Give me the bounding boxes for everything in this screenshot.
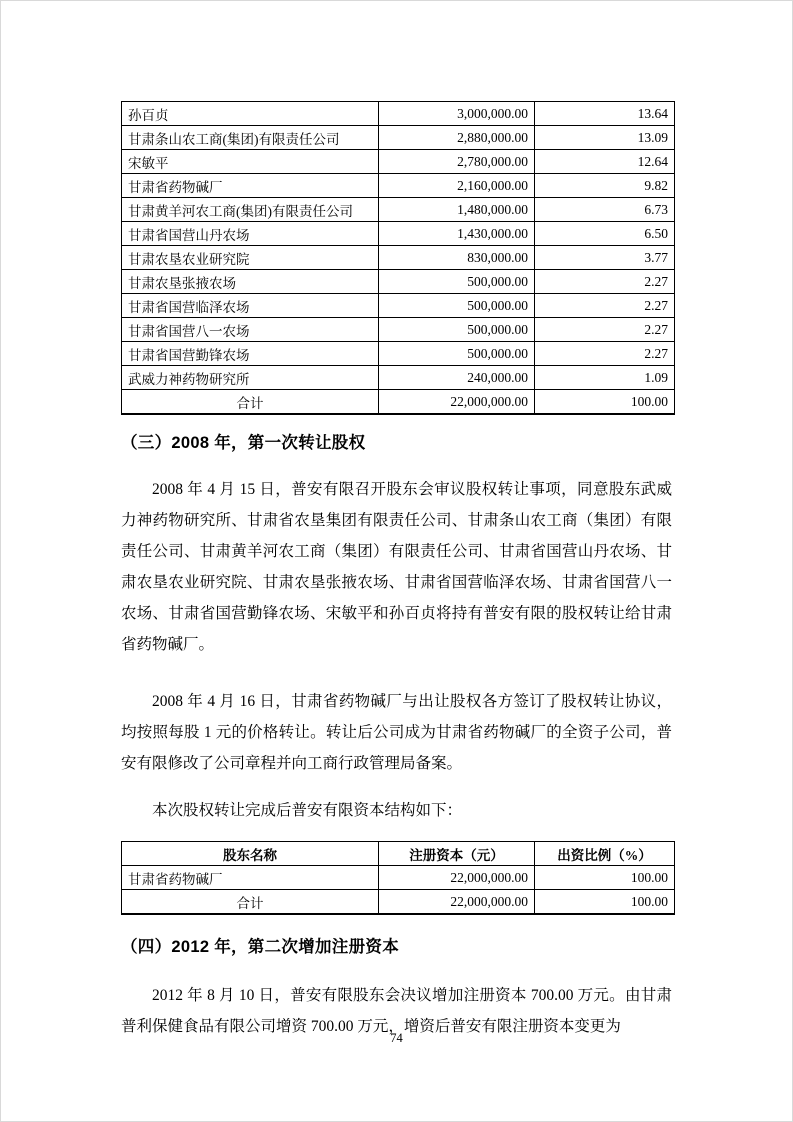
cell-shareholder-name: 孙百贞 (122, 102, 379, 126)
table-header-row (122, 842, 675, 866)
cell-shareholder-name: 甘肃省国营山丹农场 (122, 222, 379, 246)
cell-amount: 2,780,000.00 (379, 150, 535, 174)
cell-shareholder-name: 甘肃黄羊河农工商(集团)有限责任公司 (122, 198, 379, 222)
cell-amount: 500,000.00 (379, 294, 535, 318)
cell-total-amount: 22,000,000.00 (379, 390, 535, 415)
cell-shareholder-name: 甘肃条山农工商(集团)有限责任公司 (122, 126, 379, 150)
cell-amount: 830,000.00 (379, 246, 535, 270)
cell-ratio: 13.64 (535, 102, 675, 126)
shareholder-table-continued (121, 101, 675, 415)
table-row (122, 342, 675, 366)
paragraph-transfer-agreement: 2008 年 4 月 16 日，甘肃省药物碱厂与出让股权各方签订了股权转让协议，均按照每股 1 元的价格转让。转让后公司成为甘肃省药物碱厂的全资子公司，普安有限修改了公司章程并向工商行政管理局备案。 (121, 693, 672, 772)
cell-ratio: 100.00 (535, 866, 675, 890)
cell-shareholder-name: 甘肃省国营临泽农场 (122, 294, 379, 318)
table-row (122, 270, 675, 294)
table-total-row (122, 390, 675, 415)
cell-shareholder-name: 甘肃省药物碱厂 (122, 866, 379, 890)
cell-total-label: 合计 (122, 390, 379, 415)
cell-total-ratio: 100.00 (535, 390, 675, 415)
table-total-row (122, 890, 675, 915)
paragraph-capital-structure-intro: 本次股权转让完成后普安有限资本结构如下： (152, 801, 463, 819)
table-row (122, 174, 675, 198)
cell-ratio: 1.09 (535, 366, 675, 390)
cell-amount: 500,000.00 (379, 318, 535, 342)
cell-amount: 240,000.00 (379, 366, 535, 390)
cell-ratio: 13.09 (535, 126, 675, 150)
cell-amount: 3,000,000.00 (379, 102, 535, 126)
shareholder-table-body (122, 102, 675, 390)
cell-amount: 2,160,000.00 (379, 174, 535, 198)
cell-ratio: 6.50 (535, 222, 675, 246)
cell-ratio: 12.64 (535, 150, 675, 174)
table-row (122, 318, 675, 342)
table-row (122, 102, 675, 126)
cell-ratio: 2.27 (535, 270, 675, 294)
cell-shareholder-name: 甘肃农垦张掖农场 (122, 270, 379, 294)
table-row (122, 294, 675, 318)
cell-total-label: 合计 (122, 890, 379, 915)
cell-ratio: 2.27 (535, 342, 675, 366)
cell-amount: 500,000.00 (379, 342, 535, 366)
cell-ratio: 3.77 (535, 246, 675, 270)
table-row (122, 198, 675, 222)
cell-amount: 2,880,000.00 (379, 126, 535, 150)
capital-structure-table (121, 841, 675, 915)
cell-ratio: 2.27 (535, 318, 675, 342)
cell-ratio: 6.73 (535, 198, 675, 222)
section-heading-first-equity-transfer: （三）2008 年，第一次转让股权 (121, 434, 366, 452)
cell-total-amount: 22,000,000.00 (379, 890, 535, 915)
cell-ratio: 9.82 (535, 174, 675, 198)
table-row (122, 126, 675, 150)
cell-shareholder-name: 甘肃省药物碱厂 (122, 174, 379, 198)
cell-ratio: 2.27 (535, 294, 675, 318)
header-shareholder-name: 股东名称 (122, 842, 379, 866)
cell-shareholder-name: 宋敏平 (122, 150, 379, 174)
table-row (122, 150, 675, 174)
cell-shareholder-name: 甘肃省国营八一农场 (122, 318, 379, 342)
header-registered-capital: 注册资本（元） (379, 842, 535, 866)
table-row (122, 246, 675, 270)
paragraph-capital-increase: 2012 年 8 月 10 日，普安有限股东会决议增加注册资本 700.00 万元。由甘肃普利保健食品有限公司增资 700.00 万元，增资后普安有限注册资本变更为 (121, 987, 672, 1035)
header-contribution-ratio: 出资比例（%） (535, 842, 675, 866)
table-row (122, 222, 675, 246)
table-row (122, 366, 675, 390)
section-heading-second-capital-increase: （四）2012 年，第二次增加注册资本 (121, 938, 399, 956)
cell-amount: 22,000,000.00 (379, 866, 535, 890)
cell-amount: 1,430,000.00 (379, 222, 535, 246)
capital-table-body (122, 866, 675, 890)
cell-shareholder-name: 甘肃农垦农业研究院 (122, 246, 379, 270)
cell-total-ratio: 100.00 (535, 890, 675, 915)
page-number: 74 (390, 1031, 403, 1045)
cell-amount: 1,480,000.00 (379, 198, 535, 222)
table-row (122, 866, 675, 890)
cell-shareholder-name: 甘肃省国营勤锋农场 (122, 342, 379, 366)
cell-amount: 500,000.00 (379, 270, 535, 294)
cell-shareholder-name: 武威力神药物研究所 (122, 366, 379, 390)
paragraph-transfer-resolution: 2008 年 4 月 15 日，普安有限召开股东会审议股权转让事项，同意股东武威力神药物研究所、甘肃省农垦集团有限责任公司、甘肃条山农工商（集团）有限责任公司、甘肃黄羊河农工商（集团）有限责任公司、甘肃省国营山丹农场、甘肃农垦农业研究院、甘肃农垦张掖农场、甘肃省国营临泽农场、甘肃省国营八一农场、甘肃省国营勤锋农场、宋敏平和孙百贞将持有普安有限的股权转让给甘肃省药物碱厂。 (121, 481, 672, 653)
